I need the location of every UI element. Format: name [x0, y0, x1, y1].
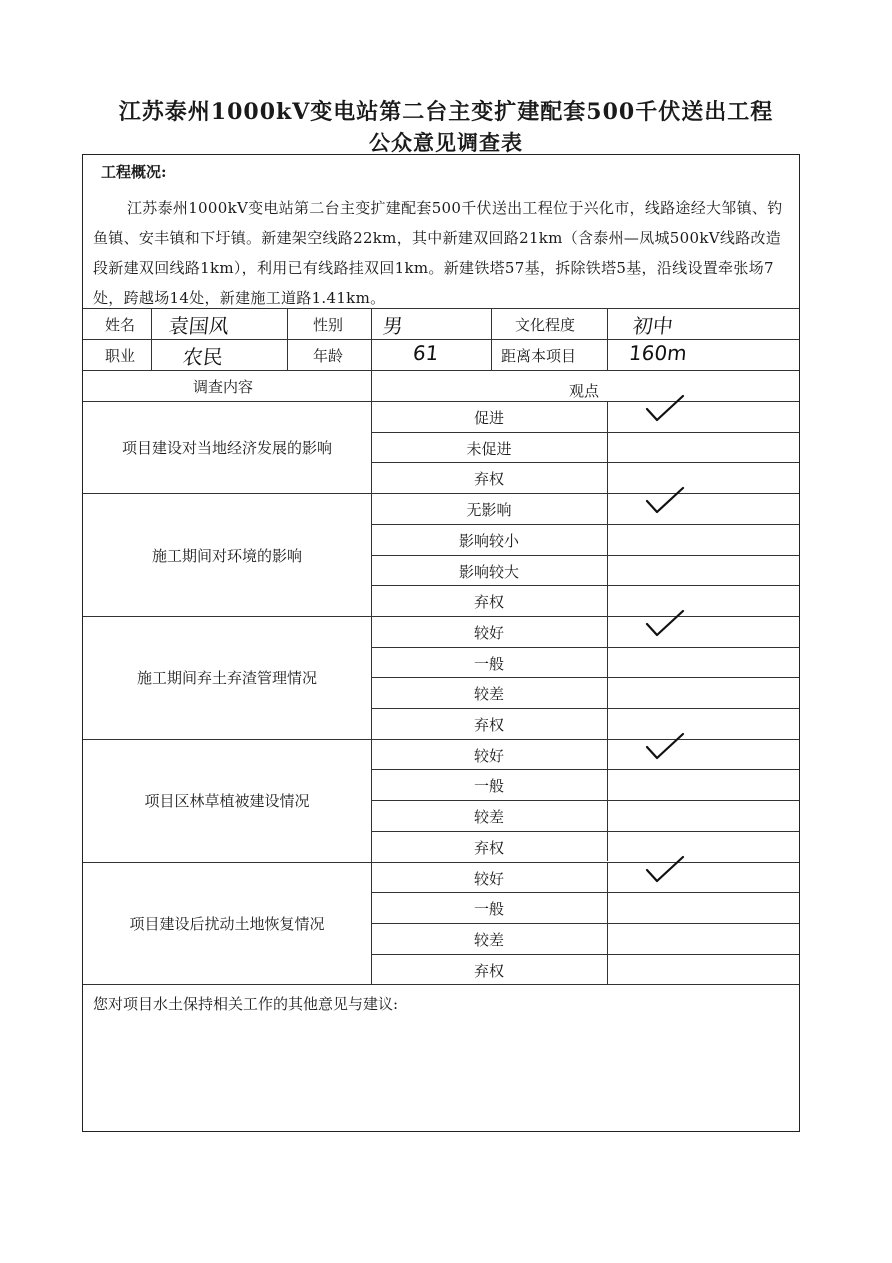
- survey-option-label: 一般: [473, 777, 504, 796]
- age-value: 61: [411, 341, 440, 365]
- survey-opinion-header: 观点: [569, 382, 600, 400]
- education-value: 初中: [631, 314, 675, 338]
- survey-option-label: 较差: [473, 808, 504, 827]
- survey-option-label: 一般: [473, 900, 504, 919]
- survey-option-label: 较差: [473, 930, 504, 949]
- age-label: 年龄: [313, 347, 344, 365]
- survey-option-label: 较好: [473, 746, 504, 765]
- survey-category-label: 项目区林草植被建设情况: [144, 792, 310, 811]
- survey-option-label: 未促进: [466, 439, 512, 458]
- check-mark-icon: [643, 854, 687, 886]
- overview-heading: 工程概况:: [101, 163, 167, 181]
- form-title-line1: 江苏泰州1000kV变电站第二台主变扩建配套500千伏送出工程: [118, 99, 774, 125]
- survey-option-label: 弃权: [473, 838, 504, 857]
- occupation-value: 农民: [181, 345, 225, 369]
- survey-option-label: 较差: [473, 685, 504, 704]
- name-label: 姓名: [105, 316, 136, 334]
- survey-option-label: 弃权: [473, 470, 504, 489]
- name-value: 袁国风: [167, 314, 231, 338]
- form-title-line2: 公众意见调查表: [369, 130, 523, 155]
- survey-option-label: 较好: [473, 869, 504, 888]
- survey-category-label: 施工期间对环境的影响: [151, 546, 302, 565]
- check-mark-icon: [643, 731, 687, 763]
- distance-value: 160m: [627, 341, 688, 365]
- survey-category-label: 项目建设后扰动土地恢复情况: [129, 914, 325, 933]
- survey-option-label: 弃权: [473, 961, 504, 980]
- survey-content-header: 调查内容: [193, 378, 254, 396]
- survey-option-label: 影响较大: [458, 562, 519, 581]
- check-mark-icon: [643, 608, 687, 640]
- occupation-label: 职业: [105, 347, 136, 365]
- survey-form: [82, 154, 800, 1132]
- survey-category-label: 施工期间弃土弃渣管理情况: [136, 669, 317, 688]
- survey-option-label: 一般: [473, 654, 504, 673]
- survey-option-label: 影响较小: [458, 531, 519, 550]
- survey-option-label: 较好: [473, 623, 504, 642]
- survey-option-label: 无影响: [466, 501, 512, 520]
- survey-option-label: 促进: [473, 409, 504, 427]
- survey-option-label: 弃权: [473, 716, 504, 734]
- survey-option-label: 弃权: [473, 593, 504, 612]
- suggestion-label: 您对项目水土保持相关工作的其他意见与建议:: [93, 995, 399, 1013]
- check-mark-icon: [643, 393, 687, 425]
- overview-text: 江苏泰州1000kV变电站第二台主变扩建配套500千伏送出工程位于兴化市，线路途经大邹镇、钓鱼镇、安丰镇和下圩镇。新建架空线路22km，其中新建双回路21km（含泰州—凤城500kV线路改造段新建双回线路1km），利用已有线路挂双回1km。新建铁塔57基，拆除铁塔5基，沿线设置牵张场7处，跨越场14处，新建施工道路1.41km。: [93, 199, 783, 307]
- education-label: 文化程度: [515, 316, 576, 334]
- gender-label: 性别: [313, 316, 344, 334]
- distance-label: 距离本项目: [501, 347, 577, 365]
- survey-category-label: 项目建设对当地经济发展的影响: [121, 439, 332, 458]
- check-mark-icon: [643, 485, 687, 517]
- gender-value: 男: [381, 314, 405, 338]
